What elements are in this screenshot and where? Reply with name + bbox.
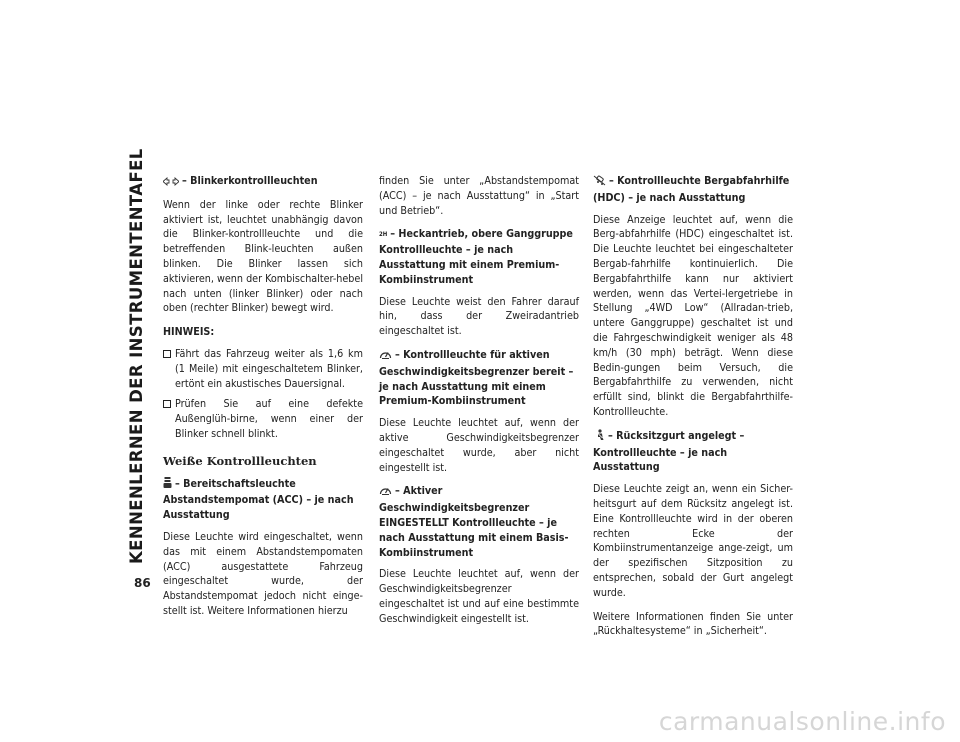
belt-text: Diese Leuchte zeigt an, wenn ein Sicher-heitsgurt auf dem Rücksitz angelegt ist. Eine Kontrollleuchte wird in der oberen rechten Ecke der Kombiinstrumentanzeige ange-zeigt, um der spezifischen Sitzposition zu entsprechen, sobald der Gurt angelegt wurde. bbox=[593, 482, 793, 599]
watermark-footer: carmanualsonline.info bbox=[658, 707, 946, 736]
list-item-text: Prüfen Sie auf eine defekte Außenglüh-birne, wenn einer der Blinker schnell blinkt. bbox=[175, 397, 363, 440]
belt-heading bbox=[593, 429, 793, 475]
blinker-heading bbox=[163, 174, 363, 191]
page-number: 86 bbox=[134, 576, 151, 590]
belt-heading-text: – Rücksitzgurt angelegt – Kontrollleuchte – je nach Ausstattung bbox=[593, 428, 745, 474]
acc-heading-text-2: Abstandstempomat (ACC) – je nach Ausstattung bbox=[163, 493, 354, 522]
acc-heading-text: – Bereitschaftsleuchte bbox=[175, 476, 296, 490]
acc-continued-text: finden Sie unter „Abstandstempomat (ACC) – je nach Ausstattung“ in „Start und Betrieb“. bbox=[379, 174, 579, 217]
limiter-heading bbox=[379, 348, 579, 409]
section-title: Weiße Kontrollleuchten bbox=[163, 453, 317, 468]
acc-text: Diese Leuchte wird eingeschaltet, wenn das mit einem Abstandstempomaten (ACC) ausgestattete Fahrzeug eingeschaltet wurde, der Abstandstempomat jedoch nicht einge-stellt ist. Weitere Informationen hierzu bbox=[163, 529, 363, 617]
checkbox-bullet-icon bbox=[163, 400, 171, 408]
column-1 bbox=[163, 174, 363, 628]
acc-heading bbox=[163, 477, 363, 523]
speed-limiter-set-icon bbox=[379, 485, 392, 501]
hinweis-list bbox=[163, 347, 363, 442]
more-info-text: Weitere Informationen finden Sie unter „Rückhaltesysteme“ in „Sicherheit“. bbox=[593, 609, 793, 638]
blinker-text: Wenn der linke oder rechte Blinker aktiviert ist, leuchtet unabhängig davon die Blinker-kontrollleuchte und die betreffenden Blink-leuchten außen blinken. Die Blinker lassen sich aktivieren, wenn der Kombischalter-hebel nach unten (linker Blinker) oder nach oben (rechter Blinker) bewegt wird. bbox=[163, 197, 363, 315]
limiter-on-heading-text: – Aktiver Geschwindigkeitsbegrenzer EINGESTELLT Kontrollleuchte – je nach Ausstattung mit einem Basis-Kombiinstrument bbox=[379, 484, 569, 559]
rwd-heading bbox=[379, 227, 579, 287]
rear-seatbelt-icon bbox=[595, 429, 605, 446]
limiter-on-heading bbox=[379, 484, 579, 560]
rwd-heading-text: – Heckantrieb, obere Ganggruppe Kontrollleuchte – je nach Ausstattung mit einem Premium-Kombiinstrument bbox=[379, 227, 573, 286]
blinker-heading-text: – Blinkerkontrollleuchten bbox=[182, 174, 318, 187]
limiter-text: Diese Leuchte leuchtet auf, wenn der aktive Geschwindigkeitsbegrenzer eingeschaltet wurde, aber nicht eingestellt ist. bbox=[379, 416, 579, 474]
checkbox-bullet-icon bbox=[163, 350, 171, 358]
hdc-text: Diese Anzeige leuchtet auf, wenn die Berg-abfahrhilfe (HDC) eingeschaltet ist. Die Leuchte leuchtet bei eingeschalteter Bergab-fahrhilfe kontinuierlich. Die Bergabfahrthilfe kann nur aktiviert werden, wenn das Vertei-lergetriebe in Stellung „4WD Low“ (Allradan-trieb, untere Ganggruppe) geschaltet ist und die Fahrgeschwindigkeit weniger als 48 km/h (30 mph) beträgt. Wenn diese Bedin-gungen beim Versuch, die Bergabfahrthilfe zu verwenden, nicht erfüllt sind, blinkt die Bergabfahrthilfe-Kontrollleuchte. bbox=[593, 212, 793, 418]
list-item bbox=[163, 397, 363, 441]
column-2 bbox=[379, 174, 579, 636]
hdc-heading bbox=[593, 174, 793, 206]
limiter-on-text: Diese Leuchte leuchtet auf, wenn der Geschwindigkeitsbegrenzer eingeschaltet ist und auf eine bestimmte Geschwindigkeit eingestellt ist. bbox=[379, 567, 579, 625]
rwd-text: Diese Leuchte weist den Fahrer darauf hin, dass der Zweiradantrieb eingeschaltet ist. bbox=[379, 294, 579, 338]
column-3 bbox=[593, 174, 793, 648]
acc-standby-icon bbox=[163, 477, 172, 494]
list-item-text: Fährt das Fahrzeug weiter als 1,6 km (1 Meile) mit eingeschaltetem Blinker, ertönt ein akustisches Dauersignal. bbox=[175, 346, 363, 390]
hinweis-label: HINWEIS: bbox=[163, 325, 215, 339]
hdc-heading-text: – Kontrollleuchte Bergabfahrhilfe (HDC) – je nach Ausstattung bbox=[593, 174, 790, 204]
rwd-2h-icon: 2H bbox=[379, 231, 388, 239]
list-item bbox=[163, 347, 363, 391]
limiter-heading-text: – Kontrollleuchte für aktiven Geschwindigkeitsbegrenzer bereit – je nach Ausstattung mit einem Premium-Kombiinstrument bbox=[379, 347, 574, 408]
turn-signal-icon bbox=[163, 176, 179, 191]
hill-descent-icon bbox=[593, 174, 606, 191]
speed-limiter-icon bbox=[379, 349, 392, 365]
chapter-title: KENNENLERNEN DER INSTRUMENTENTAFEL bbox=[127, 148, 146, 564]
